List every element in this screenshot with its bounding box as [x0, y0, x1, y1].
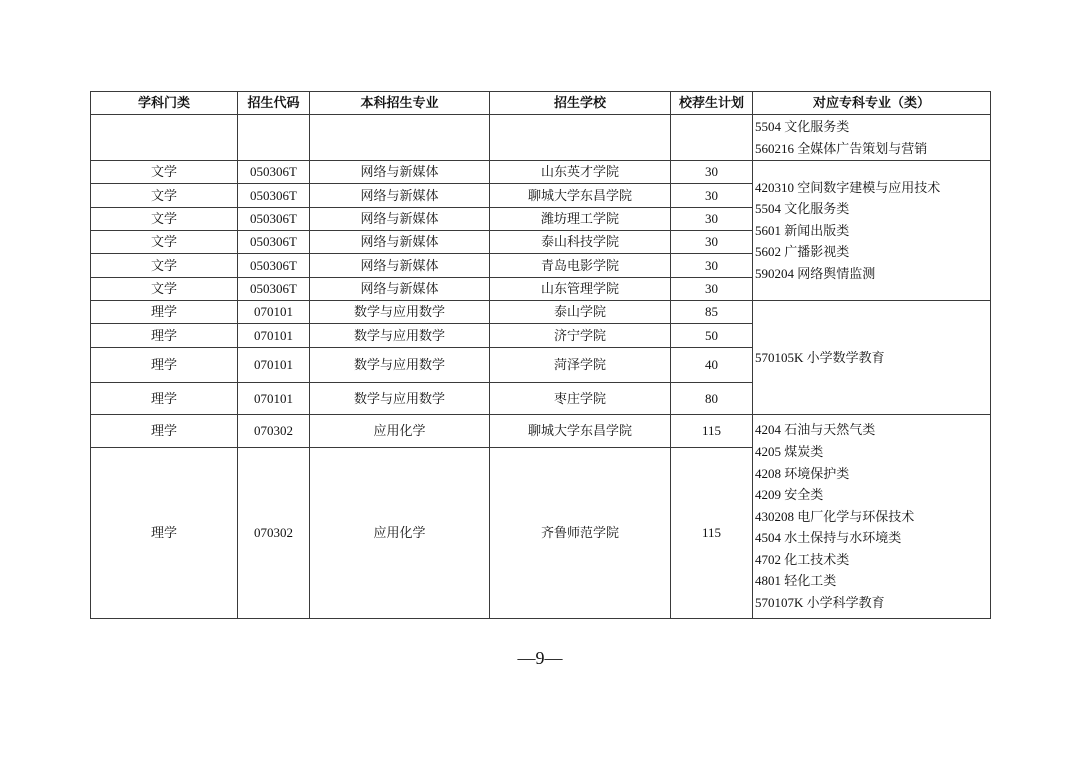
school-cell: 菏泽学院: [490, 348, 671, 383]
related-major-item: 4801 轻化工类: [755, 573, 837, 589]
plan-cell: 40: [671, 348, 753, 383]
related-major-item: 4204 石油与天然气类: [755, 422, 876, 438]
related-majors-cell: [753, 301, 991, 415]
category-cell: 文学: [91, 231, 238, 254]
school-cell: 齐鲁师范学院: [490, 448, 671, 619]
category-cell: 文学: [91, 184, 238, 208]
plan-cell: 50: [671, 324, 753, 348]
plan-cell: 30: [671, 278, 753, 301]
related-major-item: 4208 环境保护类: [755, 465, 850, 481]
code-cell: 050306T: [238, 184, 310, 208]
related-majors-cell: [753, 161, 991, 301]
plan-cell: 30: [671, 184, 753, 208]
plan-cell: [671, 115, 753, 161]
code-cell: 070101: [238, 348, 310, 383]
related-major-item: 5601 新闻出版类: [755, 222, 850, 238]
major-cell: 应用化学: [310, 448, 490, 619]
school-cell: 泰山学院: [490, 301, 671, 324]
major-cell: 网络与新媒体: [310, 254, 490, 278]
category-cell: 文学: [91, 254, 238, 278]
school-cell: 聊城大学东昌学院: [490, 415, 671, 448]
plan-cell: 85: [671, 301, 753, 324]
header-related-majors: 对应专科专业（类）: [753, 92, 991, 115]
code-cell: [238, 115, 310, 161]
school-cell: 山东英才学院: [490, 161, 671, 184]
code-cell: 070302: [238, 448, 310, 619]
school-cell: 潍坊理工学院: [490, 208, 671, 231]
category-cell: 理学: [91, 324, 238, 348]
school-cell: [490, 115, 671, 161]
major-cell: 数学与应用数学: [310, 324, 490, 348]
category-cell: 文学: [91, 278, 238, 301]
category-cell: 理学: [91, 348, 238, 383]
code-cell: 050306T: [238, 254, 310, 278]
plan-cell: 115: [671, 448, 753, 619]
related-major-item: 430208 电厂化学与环保技术: [755, 508, 915, 524]
related-major-item: 5602 广播影视类: [755, 244, 850, 260]
plan-cell: 30: [671, 254, 753, 278]
related-major-item: 4504 水土保持与水环境类: [755, 530, 902, 546]
major-cell: 网络与新媒体: [310, 278, 490, 301]
related-major-item: 5504 文化服务类: [755, 118, 850, 134]
related-majors-cell: [753, 415, 991, 619]
code-cell: 070101: [238, 383, 310, 415]
school-cell: 聊城大学东昌学院: [490, 184, 671, 208]
major-cell: 网络与新媒体: [310, 231, 490, 254]
category-cell: 理学: [91, 301, 238, 324]
major-cell: 网络与新媒体: [310, 208, 490, 231]
related-major-item: 570107K 小学科学教育: [755, 595, 885, 611]
major-cell: 网络与新媒体: [310, 184, 490, 208]
header-plan: 校荐生计划: [671, 92, 753, 115]
plan-cell: 30: [671, 161, 753, 184]
related-major-item: 590204 网络舆情监测: [755, 265, 876, 281]
code-cell: 050306T: [238, 161, 310, 184]
related-major-item: 5504 文化服务类: [755, 201, 850, 217]
table-row: [91, 301, 991, 324]
category-cell: 文学: [91, 208, 238, 231]
header-school: 招生学校: [490, 92, 671, 115]
code-cell: 050306T: [238, 278, 310, 301]
related-major-item: 560216 全媒体广告策划与营销: [755, 140, 928, 156]
major-cell: 数学与应用数学: [310, 301, 490, 324]
table-row: [91, 161, 991, 184]
code-cell: 070101: [238, 301, 310, 324]
school-cell: 山东管理学院: [490, 278, 671, 301]
school-cell: 济宁学院: [490, 324, 671, 348]
plan-cell: 30: [671, 208, 753, 231]
plan-cell: 80: [671, 383, 753, 415]
header-row: [91, 92, 991, 115]
category-cell: 理学: [91, 415, 238, 448]
major-cell: 网络与新媒体: [310, 161, 490, 184]
admissions-table: [90, 91, 991, 619]
plan-cell: 115: [671, 415, 753, 448]
category-cell: 理学: [91, 383, 238, 415]
table-row: [91, 115, 991, 161]
related-major-item: 420310 空间数字建模与应用技术: [755, 179, 941, 195]
table-row: [91, 415, 991, 448]
category-cell: [91, 115, 238, 161]
related-major-item: 4209 安全类: [755, 487, 824, 503]
plan-cell: 30: [671, 231, 753, 254]
related-majors-cell: [753, 115, 991, 161]
major-cell: 应用化学: [310, 415, 490, 448]
school-cell: 泰山科技学院: [490, 231, 671, 254]
code-cell: 050306T: [238, 208, 310, 231]
related-major-item: 4205 煤炭类: [755, 443, 824, 459]
category-cell: 理学: [91, 448, 238, 619]
school-cell: 枣庄学院: [490, 383, 671, 415]
major-cell: 数学与应用数学: [310, 348, 490, 383]
code-cell: 070101: [238, 324, 310, 348]
major-cell: 数学与应用数学: [310, 383, 490, 415]
school-cell: 青岛电影学院: [490, 254, 671, 278]
header-category: 学科门类: [91, 92, 238, 115]
major-cell: [310, 115, 490, 161]
related-major-item: 4702 化工技术类: [755, 551, 850, 567]
code-cell: 050306T: [238, 231, 310, 254]
related-major-item: 570105K 小学数学教育: [755, 349, 885, 365]
code-cell: 070302: [238, 415, 310, 448]
header-major: 本科招生专业: [310, 92, 490, 115]
page-number: —9—: [517, 648, 563, 668]
header-code: 招生代码: [238, 92, 310, 115]
category-cell: 文学: [91, 161, 238, 184]
